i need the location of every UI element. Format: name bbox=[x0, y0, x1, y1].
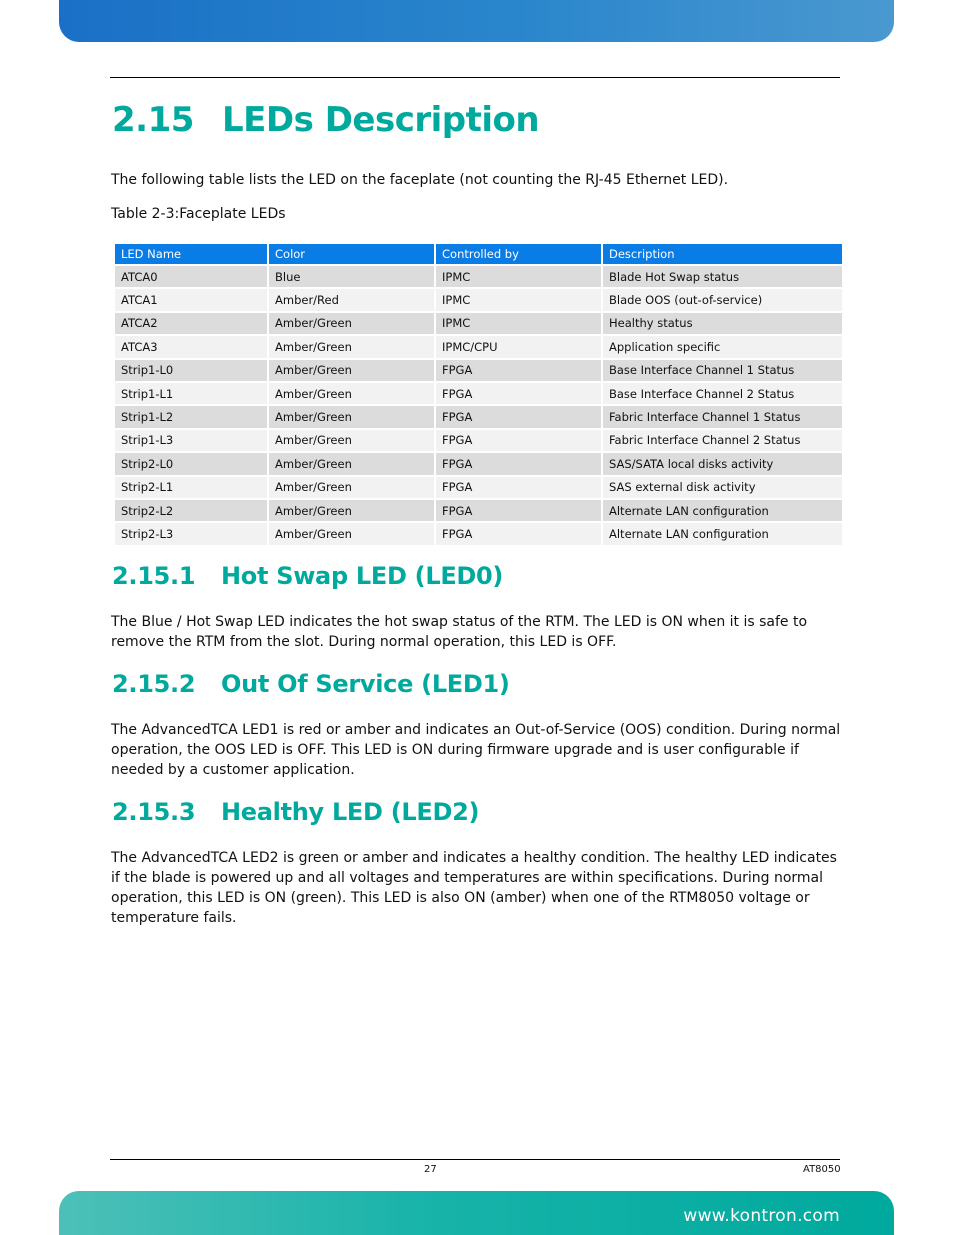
table-cell: ATCA1 bbox=[115, 289, 267, 310]
table-row bbox=[115, 477, 842, 498]
table-cell: Strip2-L0 bbox=[115, 453, 267, 474]
table-cell: Strip2-L2 bbox=[115, 500, 267, 521]
table-cell: ATCA2 bbox=[115, 313, 267, 334]
table-cell: Alternate LAN configuration bbox=[603, 500, 842, 521]
table-cell: Fabric Interface Channel 1 Status bbox=[603, 406, 842, 427]
table-cell: Amber/Green bbox=[269, 313, 434, 334]
title-number: 2.15 bbox=[112, 100, 194, 140]
table-cell: Strip2-L3 bbox=[115, 523, 267, 544]
section-title: Healthy LED (LED2) bbox=[221, 798, 480, 826]
table-cell: Amber/Green bbox=[269, 453, 434, 474]
table-cell: FPGA bbox=[436, 453, 601, 474]
table-cell: Alternate LAN configuration bbox=[603, 523, 842, 544]
table-cell: FPGA bbox=[436, 360, 601, 381]
intro-paragraph: The following table lists the LED on the faceplate (not counting the RJ-45 Ethernet LED). bbox=[111, 172, 729, 188]
table-cell: Strip1-L3 bbox=[115, 430, 267, 451]
table-cell: Amber/Green bbox=[269, 523, 434, 544]
section-heading-healthy bbox=[112, 798, 479, 826]
table-cell: ATCA3 bbox=[115, 336, 267, 357]
table-cell: Amber/Green bbox=[269, 383, 434, 404]
table-row bbox=[115, 336, 842, 357]
table-cell: FPGA bbox=[436, 406, 601, 427]
section-body-hot-swap: The Blue / Hot Swap LED indicates the hot swap status of the RTM. The LED is ON when it is safe to remove the RTM from the slot. During normal operation, this LED is OFF. bbox=[111, 614, 808, 650]
table-row bbox=[115, 523, 842, 544]
table-cell: Strip1-L2 bbox=[115, 406, 267, 427]
doc-id: AT8050 bbox=[803, 1164, 841, 1175]
table-row bbox=[115, 453, 842, 474]
column-header: LED Name bbox=[115, 244, 267, 264]
table-row bbox=[115, 500, 842, 521]
table-row bbox=[115, 360, 842, 381]
section-number: 2.15.1 bbox=[112, 562, 196, 590]
table-row bbox=[115, 430, 842, 451]
table-row bbox=[115, 313, 842, 334]
table-cell: Amber/Green bbox=[269, 477, 434, 498]
table-cell: Strip1-L1 bbox=[115, 383, 267, 404]
table-cell: Amber/Red bbox=[269, 289, 434, 310]
table-cell: Blue bbox=[269, 266, 434, 287]
footer-banner bbox=[59, 1191, 894, 1235]
table-cell: IPMC/CPU bbox=[436, 336, 601, 357]
table-cell: FPGA bbox=[436, 430, 601, 451]
table-caption: Table 2-3:Faceplate LEDs bbox=[111, 206, 286, 222]
table-row bbox=[115, 383, 842, 404]
section-body-healthy: The AdvancedTCA LED2 is green or amber and indicates a healthy condition. The healthy LED indicates if the blade is powered up and all voltages and temperatures are within specifications. During normal operation, this LED is ON (green). This LED is also ON (amber) when one of the RTM8050 voltage or temperature fails. bbox=[111, 850, 837, 926]
table-cell: Amber/Green bbox=[269, 360, 434, 381]
table-cell: FPGA bbox=[436, 477, 601, 498]
header-rule bbox=[110, 77, 840, 78]
section-number: 2.15.3 bbox=[112, 798, 196, 826]
website-link[interactable]: www.kontron.com bbox=[683, 1206, 840, 1226]
header-banner bbox=[59, 0, 894, 42]
table-cell: Strip1-L0 bbox=[115, 360, 267, 381]
table-cell: IPMC bbox=[436, 289, 601, 310]
table-cell: Fabric Interface Channel 2 Status bbox=[603, 430, 842, 451]
table-cell: Amber/Green bbox=[269, 406, 434, 427]
faceplate-leds-table bbox=[113, 242, 844, 547]
title-text: LEDs Description bbox=[222, 100, 540, 140]
table-cell: IPMC bbox=[436, 266, 601, 287]
table-cell: Blade OOS (out-of-service) bbox=[603, 289, 842, 310]
table-cell: Base Interface Channel 1 Status bbox=[603, 360, 842, 381]
table-cell: Blade Hot Swap status bbox=[603, 266, 842, 287]
table-cell: ATCA0 bbox=[115, 266, 267, 287]
table-cell: SAS external disk activity bbox=[603, 477, 842, 498]
page-number: 27 bbox=[424, 1164, 437, 1175]
page-title bbox=[112, 100, 539, 140]
table-cell: IPMC bbox=[436, 313, 601, 334]
table-cell: Strip2-L1 bbox=[115, 477, 267, 498]
table-cell: Base Interface Channel 2 Status bbox=[603, 383, 842, 404]
table-cell: FPGA bbox=[436, 500, 601, 521]
table-cell: Healthy status bbox=[603, 313, 842, 334]
table-row bbox=[115, 266, 842, 287]
column-header: Description bbox=[603, 244, 842, 264]
table-row bbox=[115, 406, 842, 427]
table-cell: Amber/Green bbox=[269, 430, 434, 451]
table-cell: Application specific bbox=[603, 336, 842, 357]
section-title: Out Of Service (LED1) bbox=[221, 670, 510, 698]
table-row bbox=[115, 289, 842, 310]
column-header: Controlled by bbox=[436, 244, 601, 264]
section-title: Hot Swap LED (LED0) bbox=[221, 562, 504, 590]
section-heading-out-of-service bbox=[112, 670, 510, 698]
table-cell: Amber/Green bbox=[269, 336, 434, 357]
table-cell: FPGA bbox=[436, 383, 601, 404]
section-body-out-of-service: The AdvancedTCA LED1 is red or amber and indicates an Out-of-Service (OOS) condition. During normal operation, the OOS LED is OFF. This LED is ON during firmware upgrade and is user configurable if needed by a customer application. bbox=[111, 722, 841, 778]
section-heading-hot-swap bbox=[112, 562, 503, 590]
column-header: Color bbox=[269, 244, 434, 264]
footer-rule bbox=[110, 1159, 840, 1160]
table-cell: Amber/Green bbox=[269, 500, 434, 521]
table-cell: FPGA bbox=[436, 523, 601, 544]
section-number: 2.15.2 bbox=[112, 670, 196, 698]
table-cell: SAS/SATA local disks activity bbox=[603, 453, 842, 474]
table-header-row bbox=[115, 244, 842, 264]
